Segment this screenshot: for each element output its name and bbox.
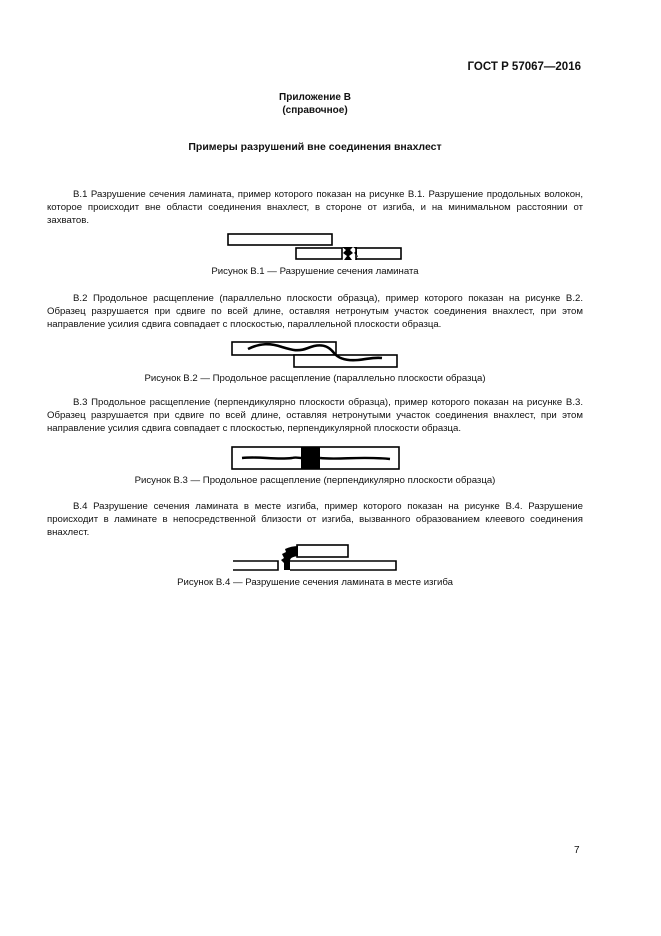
split-line-right — [320, 458, 390, 459]
fracture-mark-left — [342, 247, 353, 260]
standard-number: ГОСТ Р 57067—2016 — [467, 61, 581, 73]
specimen-lower-strip-left — [296, 248, 342, 259]
figure-b1-diagram — [226, 231, 406, 265]
specimen-lower-strip-left — [233, 561, 278, 570]
annex-title: Приложение В — [279, 92, 351, 103]
specimen-upper-strip — [297, 545, 348, 557]
paragraph-b2: В.2 Продольное расщепление (параллельно плоскости образца), пример которого показан на рисунке В.2. Образец разрушается при сдвиге по всей длине, оставляя нетронутым участок соединения внахлест, при этом направление усилия сдвига совпадает с плоскостью, параллельной плоскости образца. — [47, 293, 583, 331]
figure-b2-caption: Рисунок В.2 — Продольное расщепление (параллельно плоскости образца) — [144, 373, 486, 384]
section-title: Примеры разрушений вне соединения внахлест — [188, 141, 442, 153]
figure-b4-caption: Рисунок В.4 — Разрушение сечения ламината в месте изгиба — [177, 577, 453, 588]
paragraph-b1: В.1 Разрушение сечения ламината, пример которого показан на рисунке В.1. Разрушение продольных волокон, которое происходит вне области соединения внахлест, в стороне от изгиба, и на минимальном расстоянии от захватов. — [47, 189, 583, 227]
specimen-lower-strip-right — [290, 561, 396, 570]
paragraph-b4: В.4 Разрушение сечения ламината в месте изгиба, пример которого показан на рисунке В.4. Разрушение происходит в ламинате в непосредственной близости от изгиба, вызванного образованием клеевого соединения внахлест. — [47, 501, 583, 539]
figure-b3-diagram — [230, 445, 402, 473]
annex-heading — [0, 91, 630, 117]
figure-b4-diagram — [232, 542, 400, 576]
annex-note: (справочное) — [282, 105, 348, 116]
split-line-left — [242, 457, 301, 458]
overlap-zone — [301, 447, 320, 469]
figure-b2-diagram — [230, 339, 402, 371]
specimen-upper-strip — [228, 234, 332, 245]
bend-fracture — [281, 546, 298, 570]
figure-b3-caption: Рисунок В.3 — Продольное расщепление (перпендикулярно плоскости образца) — [134, 475, 496, 486]
figure-b1-caption: Рисунок В.1 — Разрушение сечения ламината — [211, 266, 419, 277]
paragraph-b3: В.3 Продольное расщепление (перпендикулярно плоскости образца), пример которого показан на рисунке В.3. Образец разрушается при сдвиге по всей длине, оставляя нетронутыми участок соединения внахлест, при этом направление усилия сдвига совпадает с плоскостью, перпендикулярной плоскости образца. — [47, 397, 583, 435]
page-number: 7 — [574, 845, 580, 856]
specimen-lower-strip-right — [356, 248, 401, 259]
